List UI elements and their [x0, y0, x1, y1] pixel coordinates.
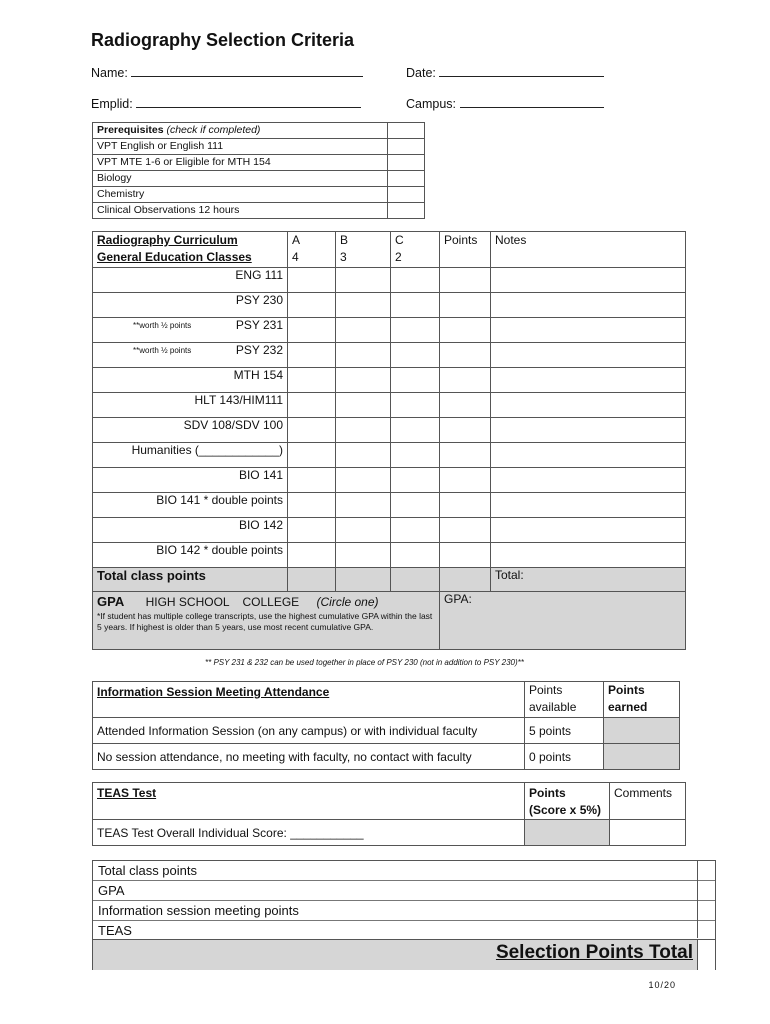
course-row [93, 393, 686, 418]
gpa-row [93, 592, 686, 650]
course-row [93, 518, 686, 543]
gpa-value-field[interactable]: GPA: [440, 592, 686, 650]
points-earned-cell[interactable] [604, 718, 680, 744]
teas-score-field[interactable]: TEAS Test Overall Individual Score: ___________ [93, 820, 525, 846]
summary-item: Total class points [93, 861, 697, 881]
campus-input-line[interactable] [460, 96, 604, 108]
total-class-points-label: Total class points [93, 568, 288, 592]
campus-label: Campus: [406, 97, 457, 111]
course-row [93, 418, 686, 443]
grade-b-label: B [340, 233, 349, 247]
course-row [93, 543, 686, 568]
course-name: BIO 141 * double points [93, 493, 288, 518]
teas-comments-header: Comments [610, 783, 686, 820]
course-row [93, 468, 686, 493]
prereq-header-note: (check if completed) [166, 124, 261, 136]
prereq-checkbox[interactable] [388, 187, 425, 203]
course-name: SDV 108/SDV 100 [93, 418, 288, 443]
selection-total-cell[interactable] [697, 940, 715, 970]
prereq-header: Prerequisites [97, 124, 164, 136]
summary-box [92, 860, 716, 970]
info-session-header: Information Session Meeting Attendance [97, 685, 330, 699]
grade-b-points: 3 [340, 250, 347, 264]
course-name: BIO 142 * double points [93, 543, 288, 568]
prereq-item: VPT English or English 111 [93, 139, 388, 155]
course-row [93, 293, 686, 318]
curriculum-header-2: General Education Classes [97, 250, 252, 264]
info-session-option: Attended Information Session (on any campus) or with individual faculty [93, 718, 525, 744]
course-name: BIO 141 [93, 468, 288, 493]
points-earned-header: Points earned [604, 682, 680, 718]
campus-field[interactable] [406, 96, 604, 111]
teas-comments-cell[interactable] [610, 820, 686, 846]
page-title: Radiography Selection Criteria [91, 30, 355, 50]
date-label: Date: [406, 66, 436, 80]
course-row [93, 268, 686, 293]
prereq-item: Biology [93, 171, 388, 187]
summary-value-column[interactable] [697, 861, 715, 938]
course-row [93, 443, 686, 468]
selection-total-row [93, 939, 715, 970]
gpa-options[interactable]: HIGH SCHOOL COLLEGE [145, 595, 300, 609]
emplid-field[interactable] [91, 96, 361, 111]
prereq-check-header [388, 123, 425, 139]
worth-half-note: **worth ½ points [133, 346, 192, 355]
teas-points-cell[interactable] [525, 820, 610, 846]
teas-header: TEAS Test [97, 786, 157, 800]
prereq-item: VPT MTE 1-6 or Eligible for MTH 154 [93, 155, 388, 171]
date-field[interactable] [406, 65, 604, 80]
points-available: 5 points [525, 718, 604, 744]
course-name: BIO 142 [93, 518, 288, 543]
course-row [93, 318, 686, 343]
course-name: PSY 231 [235, 318, 283, 332]
prereq-checkbox[interactable] [388, 171, 425, 187]
points-available-header: Points available [525, 682, 604, 718]
course-name: Humanities (____________) [93, 443, 288, 468]
grade-a-points: 4 [292, 250, 299, 264]
info-session-option: No session attendance, no meeting with faculty, no contact with faculty [93, 744, 525, 770]
info-session-row [93, 744, 680, 770]
course-row [93, 493, 686, 518]
gpa-label: GPA [97, 594, 125, 609]
course-name: HLT 143/HIM111 [93, 393, 288, 418]
course-row [93, 368, 686, 393]
prerequisites-table [92, 122, 425, 219]
course-name: MTH 154 [93, 368, 288, 393]
course-name: PSY 230 [93, 293, 288, 318]
prereq-checkbox[interactable] [388, 139, 425, 155]
selection-points-total: Selection Points Total [495, 942, 693, 963]
grade-c-label: C [395, 233, 404, 247]
prereq-item: Chemistry [93, 187, 388, 203]
teas-points-header: Points (Score x 5%) [525, 783, 610, 820]
name-input-line[interactable] [131, 65, 363, 77]
worth-half-note: **worth ½ points [133, 321, 192, 330]
teas-table [92, 782, 686, 846]
summary-item: Information session meeting points [93, 901, 697, 921]
curriculum-table [92, 231, 686, 650]
prereq-checkbox[interactable] [388, 203, 425, 219]
grade-c-points: 2 [395, 250, 402, 264]
date-input-line[interactable] [439, 65, 604, 77]
prereq-checkbox[interactable] [388, 155, 425, 171]
curriculum-header-1: Radiography Curriculum [97, 233, 238, 247]
points-earned-cell[interactable] [604, 744, 680, 770]
course-name: ENG 111 [93, 268, 288, 293]
info-session-row [93, 718, 680, 744]
points-column-header: Points [440, 232, 491, 268]
course-name: PSY 232 [235, 343, 283, 357]
name-label: Name: [91, 66, 128, 80]
prereq-item: Clinical Observations 12 hours [93, 203, 388, 219]
notes-column-header: Notes [491, 232, 686, 268]
page-footer: 10/20 [648, 980, 676, 990]
emplid-label: Emplid: [91, 97, 133, 111]
grade-a-label: A [292, 233, 301, 247]
gpa-circle-note: (Circle one) [316, 595, 379, 609]
points-available: 0 points [525, 744, 604, 770]
name-field[interactable] [91, 65, 363, 80]
gpa-transcript-note: *If student has multiple college transcripts, use the highest cumulative GPA within the last 5 years. If highest is older than 5 years, use most recent cumulative GPA. [97, 611, 433, 632]
total-field[interactable]: Total: [491, 568, 686, 592]
emplid-input-line[interactable] [136, 96, 361, 108]
psy-substitution-note: ** PSY 231 & 232 can be used together in place of PSY 230 (not in addition to PSY 230)** [205, 658, 524, 667]
total-row [93, 568, 686, 592]
summary-item: GPA [93, 881, 697, 901]
info-session-table [92, 681, 680, 770]
course-row [93, 343, 686, 368]
summary-item: TEAS [98, 923, 132, 938]
